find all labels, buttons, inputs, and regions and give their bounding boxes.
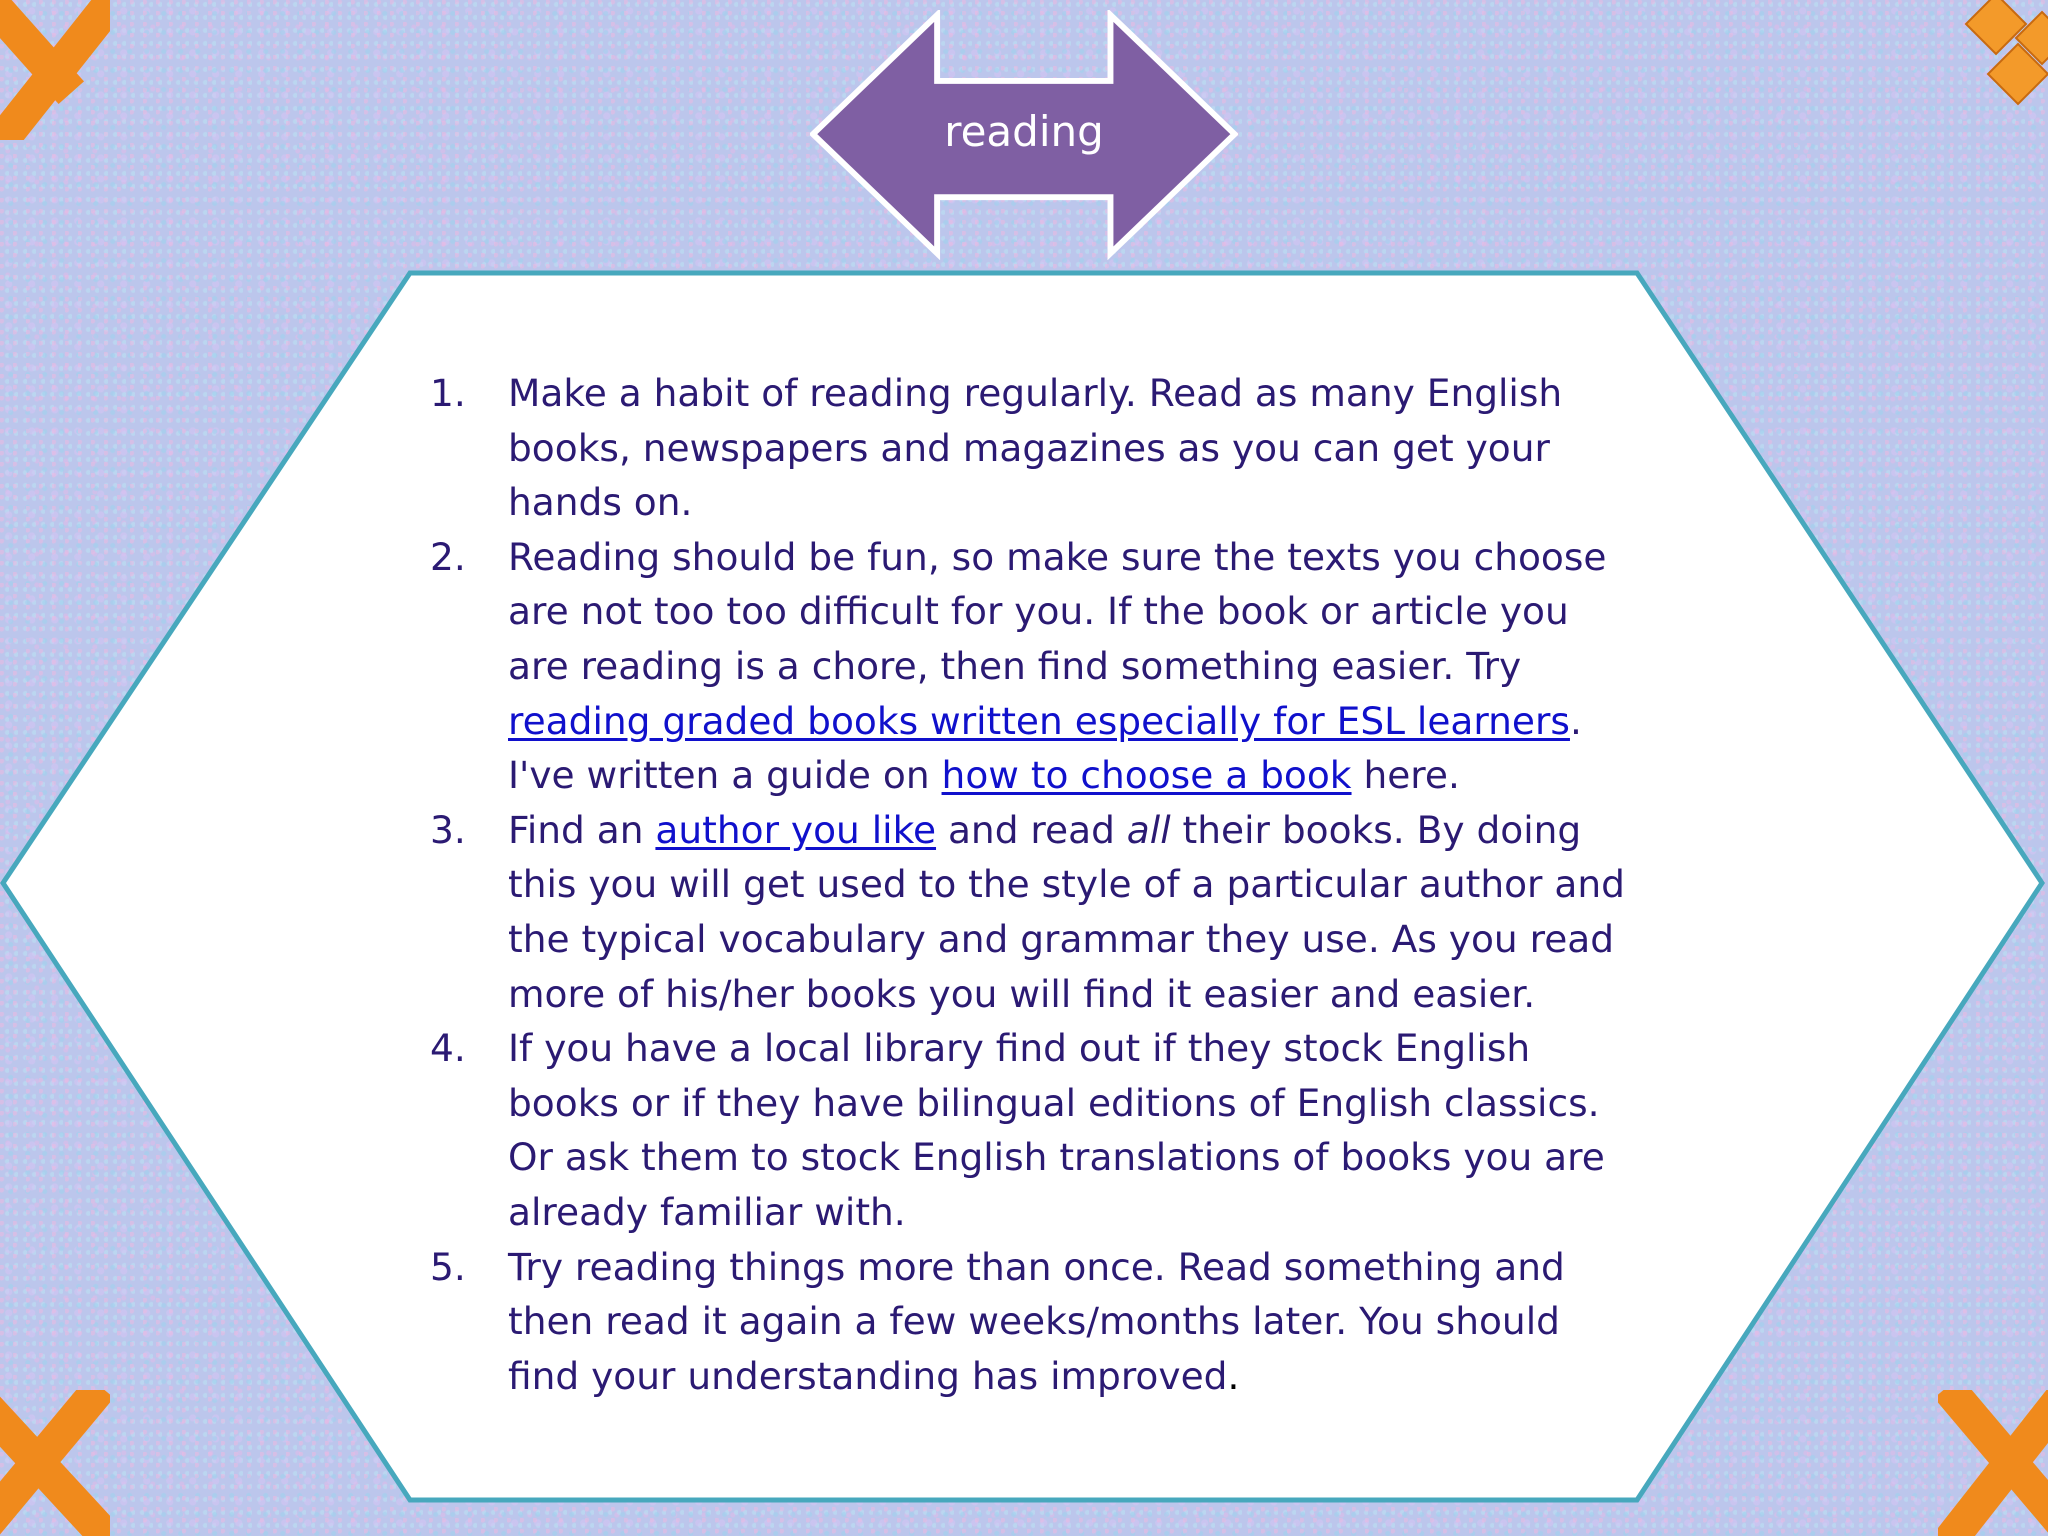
orange-diamond-cluster-icon bbox=[1958, 0, 2048, 140]
item-text: Try reading things more than once. Read something and then read it again a few weeks/months later. You should find your understanding has improved bbox=[508, 1244, 1565, 1398]
list-item bbox=[430, 530, 1630, 803]
emphasis-text: all bbox=[1126, 807, 1171, 852]
list-item bbox=[430, 1240, 1630, 1404]
item-text: their books. By doing this you will get used to the style of a particular author and the typical vocabulary and grammar they use. As you read more of his/her books you will find it easier and easier. bbox=[508, 807, 1625, 1016]
item-number: 5. bbox=[430, 1244, 466, 1289]
item-text: Reading should be fun, so make sure the texts you choose are not too too difficult for you. If the book or article you are reading is a chore, then find something easier. Try bbox=[508, 534, 1607, 688]
section-title: reading bbox=[944, 107, 1104, 156]
item-number: 3. bbox=[430, 807, 466, 852]
item-number: 2. bbox=[430, 534, 466, 579]
item-text: and read bbox=[936, 807, 1127, 852]
item-end-period: . bbox=[1227, 1353, 1240, 1398]
item-text: If you have a local library find out if they stock English books or if they have bilingual editions of English classics. Or ask them to stock English translations of books you are already familiar with. bbox=[508, 1026, 1605, 1234]
graded-books-link[interactable]: reading graded books written especially for ESL learners bbox=[508, 698, 1570, 743]
item-text: Find an bbox=[508, 807, 656, 852]
item-number: 1. bbox=[430, 371, 466, 415]
list-item bbox=[430, 1021, 1630, 1239]
author-link[interactable]: author you like bbox=[655, 807, 937, 852]
choose-book-link[interactable]: how to choose a book bbox=[941, 753, 1352, 798]
item-text: Make a habit of reading regularly. Read as many English books, newspapers and magazines as you can get your hands on. bbox=[508, 371, 1563, 525]
orange-cross-icon bbox=[0, 0, 110, 140]
list-item bbox=[430, 366, 1630, 530]
item-number: 4. bbox=[430, 1026, 466, 1071]
list-item bbox=[430, 803, 1630, 1021]
item-text: . I've written a guide on bbox=[508, 698, 1582, 798]
reading-tips-list bbox=[430, 366, 1630, 1403]
item-text: here. bbox=[1351, 753, 1460, 798]
